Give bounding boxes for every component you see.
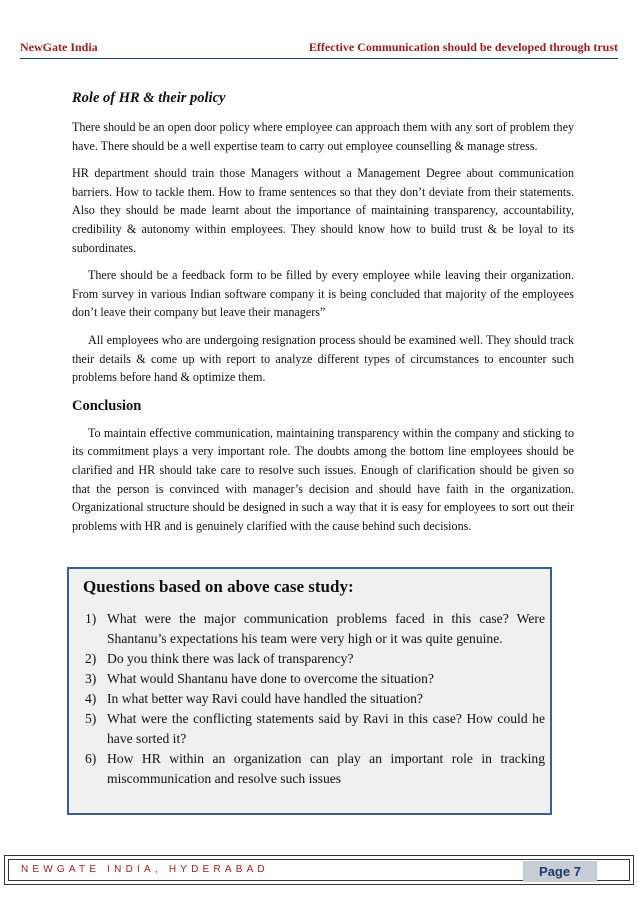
question-item	[85, 689, 545, 709]
footer-frame	[8, 859, 630, 881]
question-item	[85, 609, 545, 649]
question-number: 6)	[85, 751, 97, 766]
question-text: What would Shantanu have done to overcome the situation?	[107, 671, 434, 686]
question-text: What were the major communication problems faced in this case? Were Shantanu’s expectations his team were very high or it was quite genuine.	[107, 611, 545, 646]
section-heading-conclusion: Conclusion	[72, 397, 142, 414]
questions-title: Questions based on above case study:	[83, 577, 354, 596]
page-header	[20, 36, 618, 59]
paragraph-open-door: There should be an open door policy where employee can approach them with any sort of problem they have. There should be a well expertise team to carry out employee counselling & manage stress.	[72, 120, 574, 153]
page-number: Page 7	[523, 861, 597, 882]
page-footer	[4, 855, 634, 885]
question-number: 2)	[85, 651, 97, 666]
question-item	[85, 709, 545, 749]
paragraph-resignation: All employees who are undergoing resignation process should be examined well. They should track their details & come up with report to analyze different types of circumstances to encounter such problems before hand & optimize them.	[72, 332, 574, 385]
header-company: NewGate India	[20, 40, 98, 54]
questions-box	[67, 567, 552, 815]
paragraph-conclusion: To maintain effective communication, maintaining transparency within the company and sticking to its commitment plays a very important role. The doubts among the bottom line employees should be clarified and HR should take care to resolve such issues. Enough of clarification should be given so that the person is convinced with manager’s decision and should have faith in the organization. Organizational structure should be designed in such a way that it is easy for employees to sort out their problems with HR and is genuinely clarified with the cause behind such decisions.	[72, 425, 574, 533]
question-item	[85, 649, 545, 669]
question-number: 4)	[85, 691, 97, 706]
question-text: What were the conflicting statements said by Ravi in this case? How could he have sorted it?	[107, 711, 545, 746]
questions-list	[85, 609, 545, 789]
question-item	[85, 749, 545, 789]
question-number: 1)	[85, 611, 97, 626]
question-text: In what better way Ravi could have handled the situation?	[107, 691, 423, 706]
section-heading-hr: Role of HR & their policy	[72, 90, 226, 106]
header-title: Effective Communication should be developed through trust	[308, 40, 618, 54]
document-body	[72, 88, 574, 544]
question-number: 5)	[85, 711, 97, 726]
question-item	[85, 669, 545, 689]
question-text: How HR within an organization can play an important role in tracking miscommunication and resolve such issues	[107, 751, 545, 786]
question-number: 3)	[85, 671, 97, 686]
paragraph-feedback-form: There should be a feedback form to be filled by every employee while leaving their organization. From survey in various Indian software company it is being concluded that majority of the employees don’t leave their company but leave their managers”	[72, 268, 574, 320]
paragraph-hr-training: HR department should train those Managers without a Management Degree about communication barriers. How to tackle them. How to frame sentences so that they don’t deviate from their statements. Also they should be made learnt about the importance of maintaining transparency, accountability, credibility & autonomy within employees. They should know how to build trust & be loyal to its subordinates.	[72, 166, 574, 255]
footer-location: NEWGATE INDIA, HYDERABAD	[21, 864, 269, 875]
question-text: Do you think there was lack of transparency?	[107, 651, 354, 666]
